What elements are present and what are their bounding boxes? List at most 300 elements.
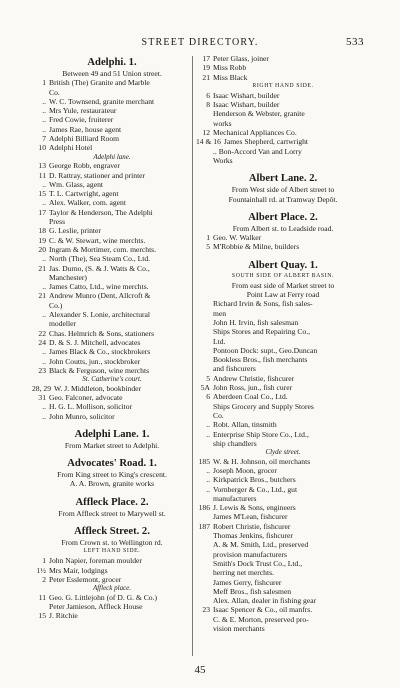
ward-number: 1. [141,428,150,440]
ward-number: 2. [309,173,318,185]
directory-entry [32,254,192,263]
directory-entry [196,475,370,484]
directory-entry [32,402,192,411]
directory-entry [196,615,370,624]
directory-entry [32,171,192,180]
directory-entry [32,593,192,602]
entry-text: Wm. Glass, agent [49,179,103,189]
directory-entry [196,559,370,568]
entry-text: Andrew Munro (Dent, Allcroft & [49,291,151,301]
entry-text: James Catto, Ltd., wine merchts. [49,282,149,292]
entry-text: James Rae, house agent [49,124,122,134]
directory-entry [196,346,370,355]
entry-list [32,78,192,152]
sub-street-label: Affleck place. [92,584,132,593]
directory-entry [196,605,370,614]
entry-list [32,384,192,421]
street-name: Albert Lane. [248,173,307,185]
entry-text: G. Leslie, printer [49,226,101,236]
entry-text: Ships Grocery and Supply Stores [213,401,314,411]
directory-entry [196,147,370,156]
street-heading-affleck-place [32,496,192,509]
street-heading-advocates-road [32,457,192,470]
house-number: 11 [38,170,46,180]
house-number [196,327,213,336]
entry-text: Adelphi Hotel [49,143,93,153]
entry-text: Thomas Jenkins, fishcurer [213,531,293,541]
right-column [196,54,370,633]
directory-entry [196,587,370,596]
entry-text: Robt. Allan, tinsmith [213,420,277,430]
house-number: 19 [38,235,46,245]
directory-entry [32,301,192,310]
entry-text: John Ross, jun., fish curer [213,383,293,393]
entry-text: John Coutts, jun., stockbroker [49,356,141,366]
entry-text: Geo. G. Littlejohn (of D. G. & Co.) [49,592,157,602]
entry-text: H. G. L. Mollison, solicitor [49,402,133,412]
house-number [32,217,49,226]
house-number: 15 [38,611,46,621]
ward-number: 2. [309,211,318,223]
directory-entry [196,242,370,251]
house-number [196,559,213,568]
street-heading-albert-lane [196,172,370,185]
running-title: STREET DIRECTORY. [141,37,259,48]
directory-entry [196,383,370,392]
entry-list [196,457,370,634]
street-heading-adelphi [32,56,192,69]
directory-entry [196,411,370,420]
entry-text: Kirkpatrick Bros., butchers [213,475,296,485]
house-number: .. [42,402,46,412]
entry-text: George Robb, engraver [49,161,120,171]
entry-text: A. & M. Smith, Ltd., preserved [213,540,309,550]
street-name: Adelphi Lane. [74,428,139,440]
house-number: 19 [202,63,210,73]
entry-text: Vornberger & Co., Ltd., gut [213,484,298,494]
house-number [32,319,49,328]
house-number: 13 [38,161,46,171]
house-number [196,540,213,549]
house-number: 21 [38,263,46,273]
house-number: 20 [38,244,46,254]
entry-text: Enterprise Ship Store Co., Ltd., [213,429,309,439]
entry-text: Chas. Helmrich & Sons, stationers [49,328,155,338]
directory-entry [196,128,370,137]
directory-entry [32,226,192,235]
directory-entry [32,291,192,300]
directory-entry [196,355,370,364]
street-heading-albert-place [196,211,370,224]
entry-text: W. J. Middleton, bookbinder [53,383,142,393]
directory-entry [196,466,370,475]
street-heading-adelphi-lane [32,428,192,441]
entry-text: Isaac Wishart, builder [213,90,280,100]
house-number: 1 [206,233,210,243]
directory-entry [196,624,370,633]
house-number [196,494,213,503]
entry-text: W. C. Townsend, granite merchant [49,96,155,106]
directory-entry [196,550,370,559]
house-number: 18 [38,226,46,236]
entry-text: Adelphi Billiard Room [49,134,120,144]
directory-entry [196,309,370,318]
house-number [196,109,213,118]
entry-text: Miss Robb [213,63,247,73]
directory-entry [32,115,192,124]
entry-text: Geo. W. Walker [213,233,262,243]
house-number: 22 [38,328,46,338]
entry-text: Isaac Spencer & Co., oil manfrs. [213,605,313,615]
house-number [196,402,213,411]
side-label: RIGHT HAND SIDE. [252,82,314,89]
entry-text: Peter Esslemont, grocer [49,574,122,584]
directory-entry [32,602,192,611]
entry-text: Robert Christie, fishcurer [213,521,291,531]
entry-text: provision manufacturers [213,549,288,559]
house-number [196,299,213,308]
entry-text: Co.) [49,300,63,310]
directory-entry [196,299,370,308]
house-number: 23 [38,365,46,375]
house-number: .. [42,411,46,421]
page-number: 533 [346,36,364,48]
house-number: 187 [198,521,210,531]
directory-entry [196,337,370,346]
directory-entry [196,73,370,82]
house-number [32,88,49,97]
house-number: 1 [42,556,46,566]
entry-text: Andrew Christie, fishcurer [213,373,295,383]
house-number: 8 [206,100,210,110]
house-number [196,355,213,364]
directory-entry [32,189,192,198]
entry-text: and fishcurers [213,364,256,374]
directory-entry [196,512,370,521]
directory-entry [32,575,192,584]
entry-text: Co. [49,87,60,97]
directory-entry [32,143,192,152]
house-number: .. [42,310,46,320]
ward-number: 1. [128,57,137,68]
entry-text: James M'Lean, fishcurer [213,512,288,522]
house-number [196,531,213,540]
house-number: 11 [38,592,46,602]
entry-text: Peter Jamieson, Affleck House [49,602,143,612]
entry-text: Peter Glass, joiner [213,54,269,63]
entry-text: Co. [213,410,224,420]
directory-entry [32,384,192,393]
directory-entry [32,161,192,170]
street-heading-affleck-street [32,525,192,538]
house-number: 21 [202,72,210,82]
sub-street-label: St. Catherine's court. [82,375,142,384]
entry-text: vision merchants [213,624,265,634]
entry-text: herring net merchts. [213,568,274,578]
directory-entry [32,180,192,189]
ward-number: 1. [148,458,157,470]
house-number: 15 [38,189,46,199]
house-number [196,624,213,633]
directory-entry [32,217,192,226]
street-description: Fountainhall rd. at Tramway Depôt. [228,194,338,204]
directory-entry [32,273,192,282]
directory-entry [196,457,370,466]
directory-entry [32,106,192,115]
entry-text: Ingram & Mortimer, com. merchts. [49,244,157,254]
entry-text: Geo. Falconer, advocate [49,392,123,402]
entry-text: Mechanical Appliances Co. [213,128,297,138]
house-number: 14 & 16 [196,137,221,147]
house-number: .. [42,179,46,189]
house-number: 12 [202,128,210,138]
house-number: 21 [38,291,46,301]
directory-entry [196,137,370,146]
directory-entry [196,100,370,109]
entry-text: Smith's Dock Trust Co., Ltd., [213,558,303,568]
house-number [196,364,213,373]
directory-entry [196,596,370,605]
street-description: Between 49 and 51 Union street. [62,69,162,78]
directory-entry [196,540,370,549]
column-divider [192,56,193,656]
entry-text: C. & E. Morton, preserved pro- [213,614,309,624]
house-number [196,568,213,577]
entry-list [196,233,370,252]
house-number: 10 [38,143,46,153]
house-number [196,578,213,587]
entry-text: John H. Irvin, fish salesman [213,317,299,327]
house-number: .. [206,475,210,485]
house-number [196,550,213,559]
house-number: .. [42,254,46,264]
house-number: 1 [42,78,46,88]
entry-list [196,299,370,448]
house-number: 24 [38,337,46,347]
directory-entry [32,393,192,402]
house-number: .. [42,106,46,116]
entry-text: Meff Bros., fish salesmen [213,586,292,596]
entry-text: Bookless Bros., fish merchants [213,355,308,365]
house-number: 186 [198,503,210,513]
directory-entry [196,364,370,373]
house-number: .. [206,420,210,430]
directory-entry [196,233,370,242]
house-number [196,309,213,318]
entry: A. A. Brown, granite works [69,479,155,489]
left-column [32,54,192,621]
signature-mark: 45 [194,664,206,676]
entry-text: Joseph Moon, grocer [213,465,277,475]
ward-number: 1. [309,259,318,271]
entry-text: D. Rattray, stationer and printer [49,170,146,180]
directory-entry [196,119,370,128]
house-number: .. [206,484,210,494]
entry-text: Pontoon Dock: supt., Geo.Duncan [213,345,318,355]
street-description: From Crown st. to Wellington rd. [61,538,163,548]
directory-entry [32,338,192,347]
entry-text: Aberdeen Coal Co., Ltd. [213,392,288,402]
entry-text: Alex. Walker, com. agent [49,198,126,208]
entry-text: M'Robbie & Milne, builders [213,242,300,252]
entry-text: Mrs Yule, restaurateur [49,106,117,116]
house-number [196,156,213,165]
directory-entry [32,310,192,319]
entry-text: men [213,308,227,318]
directory-entry [32,556,192,565]
house-number [32,602,49,611]
side-label: SOUTH SIDE OF ALBERT BASIN. [231,272,335,279]
entry-list [32,556,192,584]
entry-text: North (The), Sea Steam Co., Ltd. [49,254,151,264]
directory-entry [32,97,192,106]
house-number [196,119,213,128]
house-number [196,337,213,346]
entry-text: C. & W. Stewart, wine merchts. [49,235,146,245]
house-number: 17 [202,54,210,63]
directory-entry [196,156,370,165]
house-number [196,346,213,355]
directory-entry [196,568,370,577]
entry-text: James Shepherd, cartwright [223,137,309,147]
house-number: .. [42,198,46,208]
entry-text: Press [49,217,66,227]
directory-entry [32,566,192,575]
entry-text: Taylor & Henderson, The Adelphi [49,207,153,217]
directory-entry [196,420,370,429]
entry-text: Black & Ferguson, wine merchts [49,365,150,375]
directory-entry [32,78,192,87]
directory-entry [196,578,370,587]
house-number: .. [42,124,46,134]
directory-entry [32,347,192,356]
directory-entry [196,54,370,63]
directory-entry [32,88,192,97]
directory-entry [32,198,192,207]
directory-entry [32,611,192,620]
house-number: 23 [202,605,210,615]
street-name: Affleck Place. [75,496,138,508]
house-number: 5A [200,383,210,393]
entry-list [32,161,192,375]
house-number: .. [42,96,46,106]
directory-entry [196,531,370,540]
entry-text: Isaac Wishart, builder [213,100,280,110]
house-number: 185 [198,456,210,466]
entry-list [32,593,192,621]
entry-text: works [213,118,232,128]
entry-text: Ships Stores and Repairing Co., [213,327,311,337]
house-number: .. [42,347,46,357]
house-number [196,147,213,156]
directory-entry [196,327,370,336]
entry-text: British (The) Granite and Marble [49,78,150,88]
entry-text: Alex. Allan, dealer in fishing gear [213,596,317,606]
street-name: Advocates' Road. [67,458,147,470]
entry-text: Alexander S. Lonie, architectural [49,310,150,320]
ward-number: 2. [141,526,150,538]
directory-entry [32,282,192,291]
entry-text: D. & S. J. Mitchell, advocates [49,337,141,347]
directory-entry [196,374,370,383]
entry-text: .. Bon-Accord Van and Lorry [213,146,302,156]
street-description: From Albert st. to Leadside road. [232,223,334,233]
entry-text: John Munro, solicitor [49,411,115,421]
street-description: Point Law at Ferry road [246,290,320,300]
house-number: 17 [38,207,46,217]
street-name: Adelphi. [87,57,126,68]
entry-text: modeller [49,319,76,329]
street-description: From West side of Albert street to [231,185,335,195]
directory-entry [32,329,192,338]
house-number: 6 [206,392,210,402]
directory-entry [196,430,370,439]
entry-text: Richard Irvin & Sons, fish sales- [213,299,313,309]
entry-text: manufacturers [213,493,257,503]
house-number: .. [206,429,210,439]
directory-entry [196,439,370,448]
directory-entry [32,264,192,273]
directory-entry [196,503,370,512]
directory-entry [196,91,370,100]
directory-entry [196,63,370,72]
directory-entry [32,366,192,375]
entry-list [196,54,370,82]
entry-text: Works [213,155,233,165]
house-number [196,411,213,420]
house-number: 5 [206,373,210,383]
street-description: From King street to King's crescent. [57,470,167,480]
house-number: 2 [42,574,46,584]
directory-entry [32,319,192,328]
house-number: .. [42,115,46,125]
entry-text: John Napier, foreman moulder [49,556,142,566]
directory-entry [32,236,192,245]
directory-entry [32,412,192,421]
entry-text: Mrs Mair, lodgings [49,565,108,575]
directory-entry [32,134,192,143]
house-number: .. [42,356,46,366]
entry-text: Jas. Durno, (S. & J. Watts & Co., [49,263,150,273]
directory-entry [32,245,192,254]
entry-text: Fred Cowie, fruiterer [49,115,114,125]
street-description: From Market street to Adelphi. [64,440,160,450]
house-number [196,596,213,605]
street-description: From east side of Market street to [231,280,335,290]
house-number [196,615,213,624]
house-number [196,439,213,448]
directory-entry [32,357,192,366]
entry-text: J. Lewis & Sons, engineers [213,503,296,513]
directory-entry [196,318,370,327]
street-name: Albert Quay. [248,259,308,271]
entry-text: Manchester) [49,272,87,282]
entry-list [196,91,370,165]
directory-entry [32,125,192,134]
house-number: 31 [38,392,46,402]
house-number: 5 [206,242,210,252]
directory-entry [196,494,370,503]
entry-text: James Black & Co., stockbrokers [49,347,151,357]
entry-text: T. L. Cartwright, agent [49,189,119,199]
sub-street-label: Adelphi lane. [93,152,131,161]
directory-entry [196,522,370,531]
street-name: Affleck Street. [74,526,140,538]
house-number [196,512,213,521]
street-name: Albert Place. [248,211,308,223]
house-number: 6 [206,90,210,100]
entry-text: James Gerry, fishcurer [213,577,282,587]
